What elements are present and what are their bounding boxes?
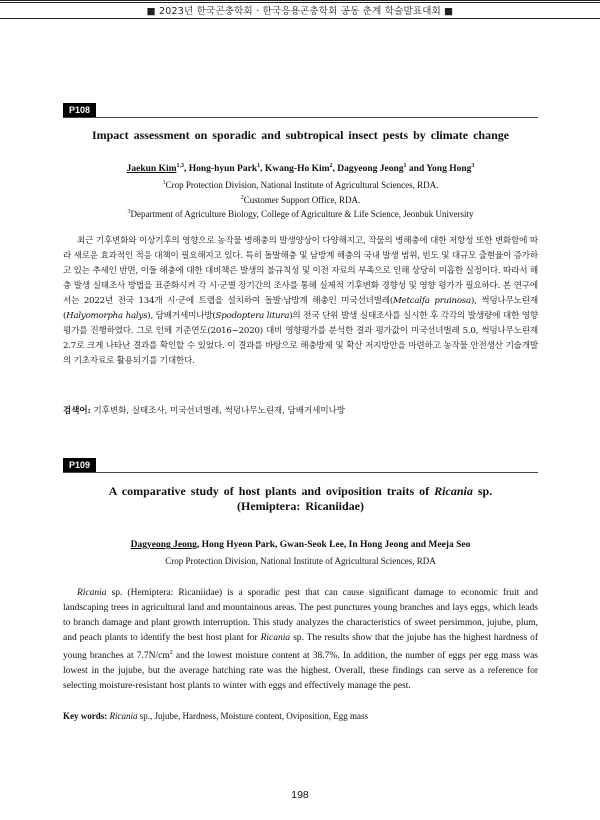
p108-affiliations [63,177,538,221]
page-number: 198 [291,789,309,801]
author: Kwang-Ho Kim [264,164,330,175]
section-rule-p109 [63,472,538,473]
p109-authors [63,540,538,550]
section-rule-p108 [63,117,538,118]
affiliation-line [63,206,538,221]
p108-keywords [63,404,538,416]
author-sup: 1 [403,163,407,169]
header-bottom-rule [0,18,600,19]
title-line-2: (Hemiptera: Ricaniidae) [237,499,364,513]
author-separator: , [332,164,338,175]
keywords-text: 기후변화, 실태조사, 미국선녀벌레, 썩덩나무노린재, 담배거세미나방 [90,406,346,416]
author: Gwan-Seok Lee [279,540,344,550]
keywords-text: sp., Jujube, Hardness, Moisture content, Oviposition, Egg mass [137,711,368,721]
affil-text: Department of Agriculture Biology, College of Agriculture & Life Science, Jeonbuk University [130,209,474,219]
author: Dagyeong Jeong [130,540,197,550]
author-separator: and [406,164,427,175]
author-sup: 3 [471,163,475,169]
abstract-text: 최근 기후변화와 이상기후의 영향으로 농작물 병해충의 발생양상이 다양해지고, 작물의 병해충에 대한 저항성 또한 변화함에 따라 새로운 효과적인 적응 대책이 필요해지고 있다. 특히 돌발해충 및 남방계 해충의 국내 발생 범위, 빈도 및 대규모 출현율이 증가하고 있는 추세인 반면, 이들 해충에 대한 대비책은 발생의 불규칙성 및 이전 자료의 부족으로 인해 상당히 미흡한 실정이다. 따라서 해충 발생 실태조사 방법을 표준화시켜 각 시·군별 장기간의 조사를 통해 실제적 기후변화 경향성 및 영향 평가가 필요하다. 본 연구에서는 2022년 전국 134개 시·군에 트랩을 설치하여 돌발·남방계 해충인 미국선녀벌레( [63,236,538,306]
author: Hong Hyeon Park [201,540,276,550]
abstract-id-badge-p108: P108 [63,103,96,117]
keywords-label: Key words: [63,711,108,721]
genus-name: Ricania [260,633,291,643]
affil-sup: 2 [240,194,244,201]
header-title: ■ 2023년 한국곤충학회 · 한국응용곤충학회 공동 춘계 학술발표대회 ■ [146,6,454,17]
title-text: A comparative study of host plants and oviposition traits of [108,484,435,498]
author-separator: , [184,164,189,175]
species-name: Metcalfa pruinosa [393,296,471,306]
unit-superscript: 2 [169,650,173,656]
p109-title [63,484,538,514]
p109-abstract [63,586,538,694]
p108-authors [63,163,538,174]
abstract-text: )의 전국 단위 발생 실태조사를 실시한 후 각각의 발생량에 대한 영향평가를 진행하였다. 그로 인해 기준연도(2016~2020) 대비 영향평가를 분석한 결과 평가값이 미국선녀벌레 5.0, 썩덩나무노린재 2.7로 크게 나타난 결과를 확인할 수 있었다. 이 결과를 바탕으로 해충방제 및 확산 저지방안을 마련하고 농작물 안전생산 기술개발의 기초자료로 활용되기를 기대한다. [63,311,538,366]
author-sup: 1 [257,163,261,169]
page-header [0,0,600,24]
p108-abstract [63,234,538,369]
affiliation-line [63,177,538,192]
author-sup: 2 [329,163,333,169]
author: In Hong Jeong [348,540,409,550]
author-separator: , [343,540,349,550]
header-top-rule [0,0,600,1]
author: Dagyeong Jeong [337,164,404,175]
abstract-text: ), 담배거세미나방( [147,311,216,321]
affil-sup: 1 [162,180,166,186]
title-text: sp. [472,484,493,498]
author: Yong Hong [426,164,472,175]
author-separator: , [260,164,265,175]
author: Meeja Seo [428,540,471,550]
genus-name: Ricania [77,588,107,598]
abstract-id-badge-p109: P109 [63,458,96,472]
p109-affiliation: Crop Protection Division, National Institute of Agricultural Sciences, RDA [165,556,436,566]
species-name: Spodoptera litura [215,311,290,321]
author: Jaekun Kim [126,164,177,175]
abstract-text: sp. The results show that the jujube has the highest hardness of young branches at 7.7N/cm [63,633,538,662]
author-separator: , [196,540,202,550]
author: Hong-hyun Park [188,164,258,175]
p108-title: Impact assessment on sporadic and subtropical insect pests by climate change [91,128,510,142]
author-sup: 1,3 [176,163,184,169]
title-line-1 [63,484,538,499]
species-name: Halyomorpha halys [66,311,148,321]
author-separator: , [275,540,280,550]
abstract-text: and the lowest moisture content at 38.7%. In addition, the number of eggs per egg mass was lowest in the jujube, but the average hatching rate was the highest. Overall, these findings can serve as a reference for selecting moisture-resistant host plants to winter with eggs and effectively manage the pest. [63,651,538,692]
keywords-label: 검색어: [63,406,91,416]
affil-sup: 3 [127,209,131,215]
keywords-genus: Ricania [109,711,138,721]
abstract-text: sp. (Hemiptera: Ricaniidae) is a sporadic pest that can cause significant damage to economic fruit and landscaping trees in agricultural land and mountainous areas. The pest punctures young branches and lays eggs, which leads to branch damage and plant growth interruption. This study analyzes the characteristics of sweet persimmon, jujube, plum, and peach plants to identify the best host plant for [63,588,538,643]
abstract-text: ), 썩덩나무노린재( [63,296,538,321]
affil-text: Customer Support Office, RDA. [243,194,361,205]
affiliation-line [63,192,538,207]
title-genus: Ricania [434,484,473,498]
author-separator: and [408,540,429,550]
p109-keywords [63,711,538,721]
affil-text: Crop Protection Division, National Institute of Agricultural Sciences, RDA. [165,180,439,190]
